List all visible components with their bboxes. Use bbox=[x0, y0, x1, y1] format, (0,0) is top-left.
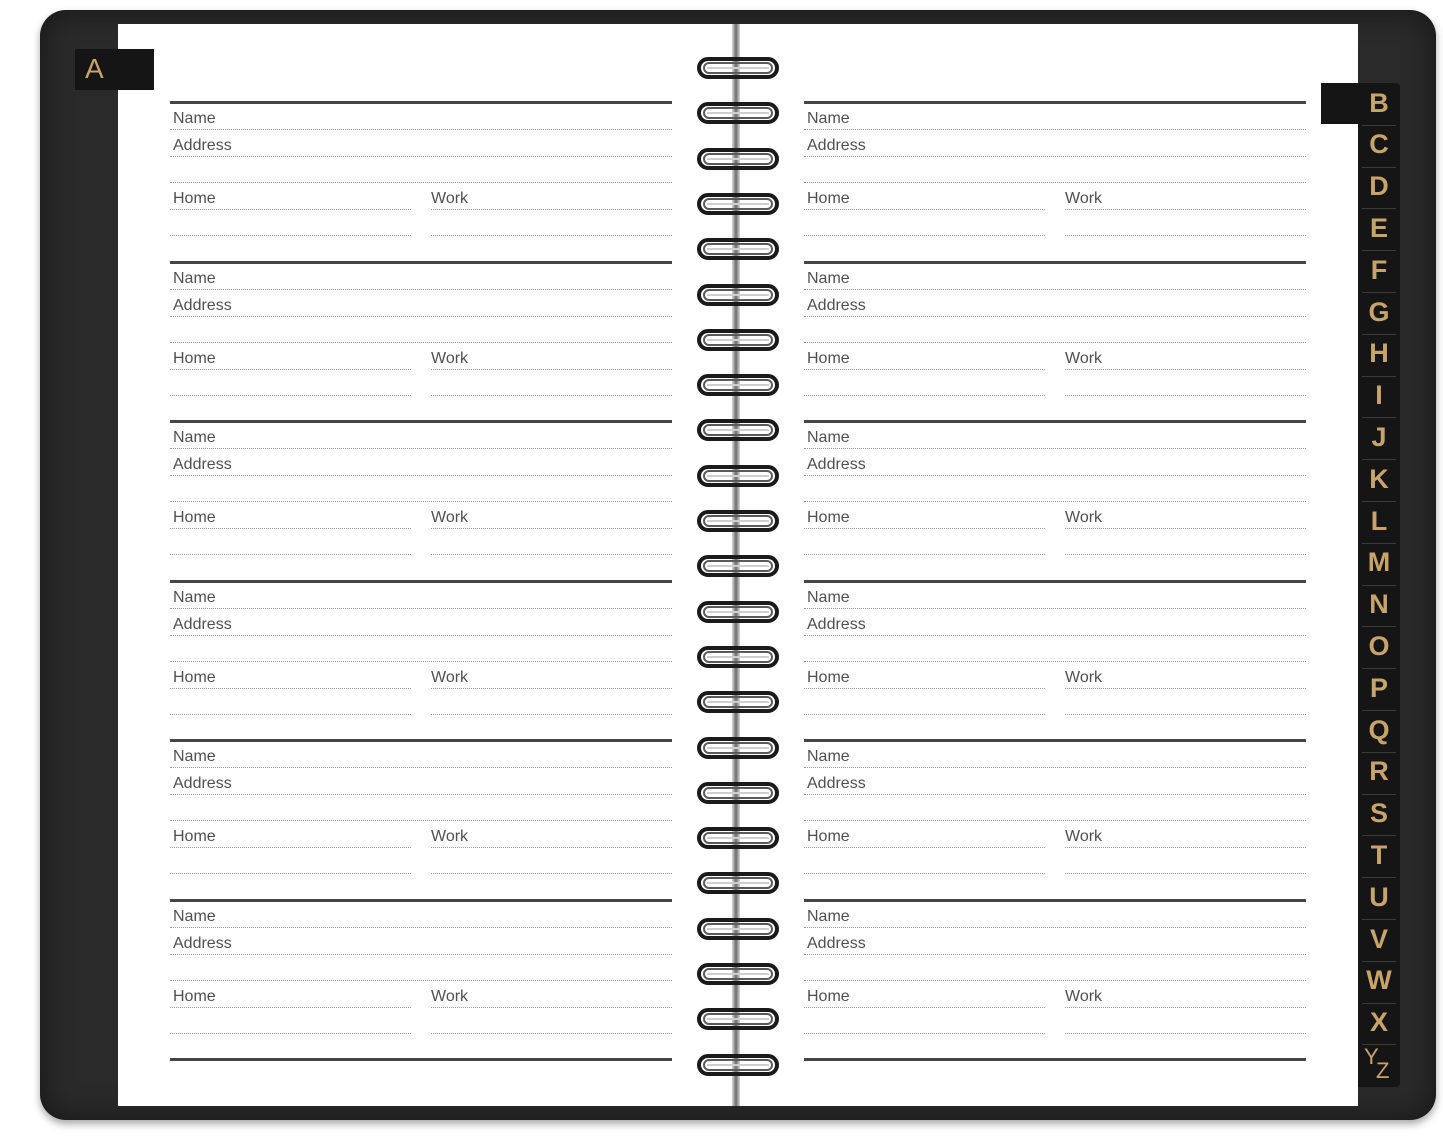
binding-ring bbox=[697, 781, 779, 805]
binding-ring bbox=[697, 554, 779, 578]
name-line[interactable] bbox=[170, 767, 672, 768]
name-label: Name bbox=[807, 588, 850, 606]
entry-divider bbox=[170, 739, 672, 742]
work-phone-line-2[interactable] bbox=[431, 1033, 672, 1034]
name-line[interactable] bbox=[804, 608, 1306, 609]
work-phone-line-2[interactable] bbox=[431, 714, 672, 715]
name-label: Name bbox=[173, 110, 216, 127]
binding-ring bbox=[697, 101, 779, 125]
address-line[interactable] bbox=[804, 156, 1306, 157]
address-label: Address bbox=[807, 775, 866, 793]
home-phone-line[interactable] bbox=[170, 847, 411, 848]
address-line-2[interactable] bbox=[804, 820, 1306, 821]
work-phone-line-2[interactable] bbox=[431, 554, 672, 555]
tab-divider bbox=[1362, 334, 1396, 335]
name-label: Name bbox=[807, 429, 850, 447]
home-label: Home bbox=[807, 190, 850, 207]
page-bottom-rule bbox=[170, 1058, 672, 1061]
address-line[interactable] bbox=[170, 475, 672, 476]
tab-f[interactable]: F bbox=[1370, 254, 1388, 285]
work-phone-line-2[interactable] bbox=[1065, 395, 1306, 396]
tab-divider bbox=[1362, 710, 1396, 711]
address-entry bbox=[170, 899, 672, 1059]
home-phone-line[interactable] bbox=[170, 209, 411, 210]
binding-ring bbox=[697, 826, 779, 850]
home-phone-line-2[interactable] bbox=[170, 235, 411, 236]
binding-ring bbox=[697, 237, 779, 261]
name-label: Name bbox=[173, 908, 216, 925]
work-phone-line-2[interactable] bbox=[1065, 1033, 1306, 1034]
tab-divider bbox=[1362, 292, 1396, 293]
work-phone-line[interactable] bbox=[431, 847, 672, 848]
address-line[interactable] bbox=[170, 156, 672, 157]
name-line[interactable] bbox=[170, 289, 672, 290]
tab-divider bbox=[1362, 543, 1396, 544]
address-line-2[interactable] bbox=[804, 342, 1306, 343]
tab-divider bbox=[1362, 417, 1396, 418]
tab-h[interactable]: H bbox=[1369, 338, 1389, 369]
name-label: Name bbox=[807, 110, 850, 127]
tab-divider bbox=[1362, 919, 1396, 920]
home-phone-line-2[interactable] bbox=[170, 395, 411, 396]
name-line[interactable] bbox=[170, 448, 672, 449]
address-label: Address bbox=[807, 296, 866, 314]
work-label: Work bbox=[1065, 349, 1103, 367]
entry-divider bbox=[804, 899, 1306, 902]
tab-divider bbox=[1362, 961, 1396, 962]
address-line-2[interactable] bbox=[170, 661, 672, 662]
address-line-2[interactable] bbox=[804, 501, 1306, 502]
tab-divider bbox=[1362, 1003, 1396, 1004]
name-line[interactable] bbox=[804, 927, 1306, 928]
tab-m[interactable]: M bbox=[1367, 547, 1391, 578]
entry-divider bbox=[804, 101, 1306, 104]
address-label: Address bbox=[173, 296, 232, 314]
address-label: Address bbox=[173, 775, 232, 793]
address-line-2[interactable] bbox=[170, 501, 672, 502]
address-line[interactable] bbox=[804, 635, 1306, 636]
work-phone-line[interactable] bbox=[1065, 369, 1306, 370]
home-phone-line[interactable] bbox=[170, 369, 411, 370]
entry-divider bbox=[170, 101, 672, 104]
tab-w[interactable]: W bbox=[1366, 965, 1392, 996]
home-phone-line-2[interactable] bbox=[170, 873, 411, 874]
address-entry bbox=[804, 580, 1306, 740]
home-phone-line[interactable] bbox=[804, 369, 1045, 370]
tab-y-label: Y bbox=[1364, 1044, 1379, 1069]
home-phone-line-2[interactable] bbox=[804, 395, 1045, 396]
home-phone-line-2[interactable] bbox=[804, 1033, 1045, 1034]
home-label: Home bbox=[807, 828, 850, 846]
tab-t[interactable]: T bbox=[1370, 839, 1388, 870]
binding-ring bbox=[697, 962, 779, 986]
binding-ring bbox=[697, 464, 779, 488]
name-line[interactable] bbox=[804, 448, 1306, 449]
tab-b-extension[interactable] bbox=[1321, 83, 1358, 124]
tab-divider bbox=[1362, 585, 1396, 586]
tab-e[interactable]: E bbox=[1369, 212, 1388, 243]
binding-ring bbox=[697, 373, 779, 397]
tab-divider bbox=[1362, 835, 1396, 836]
address-line-2[interactable] bbox=[170, 980, 672, 981]
work-label: Work bbox=[1065, 509, 1103, 527]
tab-z-label: Z bbox=[1376, 1058, 1390, 1083]
tab-l[interactable]: L bbox=[1370, 505, 1388, 536]
address-entry bbox=[804, 101, 1306, 261]
tab-g[interactable]: G bbox=[1368, 296, 1390, 327]
address-label: Address bbox=[173, 615, 232, 633]
work-phone-line-2[interactable] bbox=[1065, 554, 1306, 555]
tab-j[interactable]: J bbox=[1371, 421, 1387, 452]
work-phone-line[interactable] bbox=[431, 688, 672, 689]
tab-divider bbox=[1362, 877, 1396, 878]
work-label: Work bbox=[1065, 190, 1103, 207]
entry-divider bbox=[170, 899, 672, 902]
address-line[interactable] bbox=[804, 954, 1306, 955]
tab-divider bbox=[1362, 376, 1396, 377]
name-line[interactable] bbox=[804, 129, 1306, 130]
tab-p[interactable]: P bbox=[1369, 672, 1388, 703]
tab-divider bbox=[1362, 208, 1396, 209]
binding-ring bbox=[697, 509, 779, 533]
tab-c[interactable]: C bbox=[1369, 129, 1389, 160]
work-phone-line[interactable] bbox=[431, 369, 672, 370]
address-line[interactable] bbox=[804, 316, 1306, 317]
name-label: Name bbox=[807, 269, 850, 287]
binding-ring bbox=[697, 328, 779, 352]
work-label: Work bbox=[431, 349, 469, 367]
address-line-2[interactable] bbox=[804, 182, 1306, 183]
address-line[interactable] bbox=[170, 794, 672, 795]
name-label: Name bbox=[807, 748, 850, 766]
work-label: Work bbox=[431, 509, 469, 527]
home-phone-line-2[interactable] bbox=[804, 235, 1045, 236]
tab-x[interactable]: X bbox=[1369, 1007, 1388, 1038]
tab-q[interactable]: Q bbox=[1368, 714, 1390, 745]
entry-divider bbox=[804, 580, 1306, 583]
home-phone-line[interactable] bbox=[170, 528, 411, 529]
binding-ring bbox=[697, 1007, 779, 1031]
binding-ring bbox=[697, 736, 779, 760]
home-label: Home bbox=[173, 988, 216, 1005]
home-label: Home bbox=[173, 509, 216, 527]
tab-r[interactable]: R bbox=[1369, 756, 1389, 787]
home-label: Home bbox=[173, 828, 216, 846]
home-phone-line-2[interactable] bbox=[804, 554, 1045, 555]
work-phone-line[interactable] bbox=[1065, 1007, 1306, 1008]
tab-divider bbox=[1362, 668, 1396, 669]
home-phone-line[interactable] bbox=[804, 847, 1045, 848]
name-label: Name bbox=[807, 908, 850, 925]
address-label: Address bbox=[807, 456, 866, 474]
work-label: Work bbox=[1065, 828, 1103, 846]
name-line[interactable] bbox=[804, 767, 1306, 768]
work-phone-line[interactable] bbox=[1065, 209, 1306, 210]
entry-divider bbox=[804, 420, 1306, 423]
name-line[interactable] bbox=[170, 927, 672, 928]
home-phone-line-2[interactable] bbox=[804, 873, 1045, 874]
tab-d[interactable]: D bbox=[1369, 171, 1389, 202]
work-phone-line[interactable] bbox=[1065, 688, 1306, 689]
home-label: Home bbox=[173, 668, 216, 686]
home-label: Home bbox=[807, 349, 850, 367]
work-label: Work bbox=[1065, 668, 1103, 686]
tab-divider bbox=[1362, 626, 1396, 627]
address-label: Address bbox=[807, 137, 866, 154]
work-label: Work bbox=[431, 988, 469, 1005]
binding-ring bbox=[697, 418, 779, 442]
name-label: Name bbox=[173, 588, 216, 606]
home-label: Home bbox=[807, 668, 850, 686]
work-label: Work bbox=[1065, 988, 1103, 1005]
work-phone-line[interactable] bbox=[431, 1007, 672, 1008]
address-label: Address bbox=[807, 935, 866, 952]
work-phone-line-2[interactable] bbox=[431, 873, 672, 874]
tab-divider bbox=[1362, 752, 1396, 753]
work-phone-line-2[interactable] bbox=[1065, 714, 1306, 715]
home-phone-line-2[interactable] bbox=[804, 714, 1045, 715]
work-phone-line-2[interactable] bbox=[1065, 873, 1306, 874]
entry-divider bbox=[170, 420, 672, 423]
tab-divider bbox=[1362, 459, 1396, 460]
home-label: Home bbox=[173, 190, 216, 207]
home-phone-line-2[interactable] bbox=[170, 554, 411, 555]
address-entry bbox=[804, 739, 1306, 899]
address-line-2[interactable] bbox=[170, 182, 672, 183]
address-line-2[interactable] bbox=[170, 342, 672, 343]
entry-divider bbox=[170, 261, 672, 264]
binding-ring bbox=[697, 147, 779, 171]
home-label: Home bbox=[173, 349, 216, 367]
tab-o[interactable]: O bbox=[1368, 630, 1390, 661]
work-phone-line-2[interactable] bbox=[431, 395, 672, 396]
tab-divider bbox=[1362, 794, 1396, 795]
home-label: Home bbox=[807, 988, 850, 1005]
home-phone-line[interactable] bbox=[804, 528, 1045, 529]
page-bottom-rule bbox=[804, 1058, 1306, 1061]
address-line-2[interactable] bbox=[170, 820, 672, 821]
binding-ring bbox=[697, 283, 779, 307]
address-line[interactable] bbox=[804, 794, 1306, 795]
binding-ring bbox=[697, 871, 779, 895]
address-line-2[interactable] bbox=[804, 980, 1306, 981]
binding-ring bbox=[697, 1053, 779, 1077]
tab-k[interactable]: K bbox=[1369, 463, 1389, 494]
tab-b[interactable]: B bbox=[1369, 87, 1389, 118]
address-entry bbox=[170, 420, 672, 580]
address-label: Address bbox=[173, 137, 232, 154]
name-line[interactable] bbox=[170, 129, 672, 130]
home-phone-line[interactable] bbox=[804, 688, 1045, 689]
entry-divider bbox=[804, 261, 1306, 264]
name-line[interactable] bbox=[804, 289, 1306, 290]
address-entry bbox=[170, 739, 672, 899]
tab-a[interactable] bbox=[75, 49, 154, 90]
tab-a-label: A bbox=[85, 53, 104, 84]
tab-divider bbox=[1362, 501, 1396, 502]
tab-u[interactable]: U bbox=[1369, 881, 1389, 912]
home-label: Home bbox=[807, 509, 850, 527]
work-label: Work bbox=[431, 190, 469, 207]
work-phone-line-2[interactable] bbox=[431, 235, 672, 236]
binding-ring bbox=[697, 917, 779, 941]
address-entry bbox=[170, 580, 672, 740]
work-phone-line[interactable] bbox=[1065, 847, 1306, 848]
address-label: Address bbox=[173, 935, 232, 952]
address-line[interactable] bbox=[170, 316, 672, 317]
work-phone-line[interactable] bbox=[431, 528, 672, 529]
tab-divider bbox=[1362, 250, 1396, 251]
address-entry bbox=[804, 420, 1306, 580]
name-label: Name bbox=[173, 269, 216, 287]
binding-ring bbox=[697, 645, 779, 669]
home-phone-line[interactable] bbox=[170, 1007, 411, 1008]
address-label: Address bbox=[173, 456, 232, 474]
address-line[interactable] bbox=[170, 954, 672, 955]
address-line[interactable] bbox=[804, 475, 1306, 476]
tab-v[interactable]: V bbox=[1369, 923, 1388, 954]
home-phone-line[interactable] bbox=[804, 1007, 1045, 1008]
tab-n[interactable]: N bbox=[1369, 589, 1389, 620]
work-phone-line[interactable] bbox=[431, 209, 672, 210]
work-label: Work bbox=[431, 828, 469, 846]
binding-ring bbox=[697, 56, 779, 80]
home-phone-line-2[interactable] bbox=[170, 1033, 411, 1034]
address-label: Address bbox=[807, 615, 866, 633]
home-phone-line[interactable] bbox=[804, 209, 1045, 210]
address-entry bbox=[804, 899, 1306, 1059]
tab-divider bbox=[1362, 167, 1396, 168]
home-phone-line[interactable] bbox=[170, 688, 411, 689]
binding-ring bbox=[697, 690, 779, 714]
home-phone-line-2[interactable] bbox=[170, 714, 411, 715]
address-line-2[interactable] bbox=[804, 661, 1306, 662]
work-label: Work bbox=[431, 668, 469, 686]
work-phone-line-2[interactable] bbox=[1065, 235, 1306, 236]
tab-yz[interactable] bbox=[1362, 1044, 1396, 1086]
name-line[interactable] bbox=[170, 608, 672, 609]
address-entry bbox=[170, 261, 672, 421]
name-label: Name bbox=[173, 429, 216, 447]
entry-divider bbox=[170, 580, 672, 583]
work-phone-line[interactable] bbox=[1065, 528, 1306, 529]
address-line[interactable] bbox=[170, 635, 672, 636]
name-label: Name bbox=[173, 748, 216, 766]
address-entry bbox=[804, 261, 1306, 421]
tab-i[interactable]: I bbox=[1375, 380, 1383, 411]
tab-s[interactable]: S bbox=[1369, 798, 1388, 829]
binding-ring bbox=[697, 192, 779, 216]
binding-ring bbox=[697, 600, 779, 624]
address-entry bbox=[170, 101, 672, 261]
entry-divider bbox=[804, 739, 1306, 742]
tab-divider bbox=[1362, 125, 1396, 126]
